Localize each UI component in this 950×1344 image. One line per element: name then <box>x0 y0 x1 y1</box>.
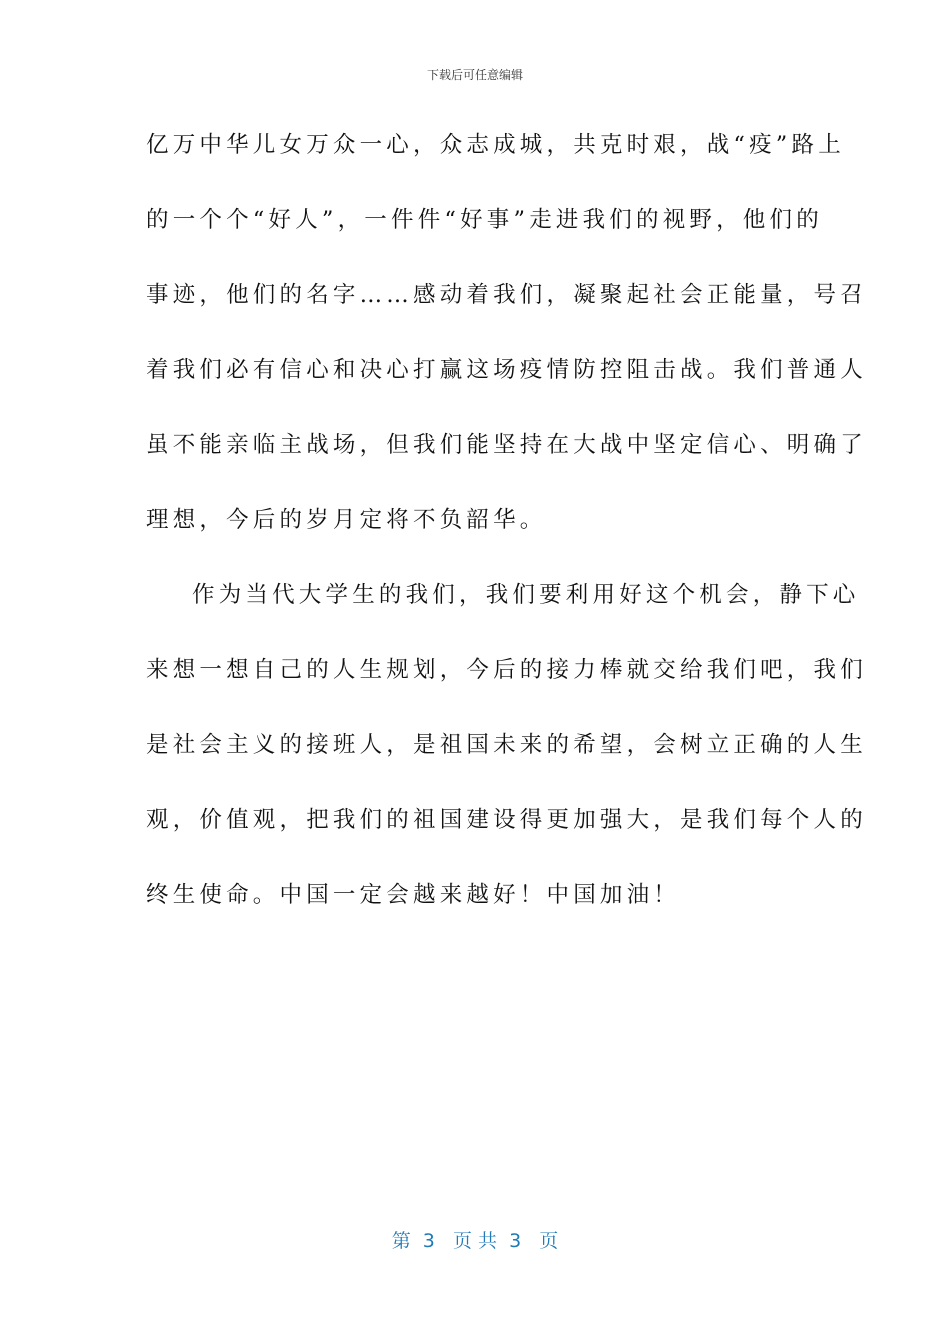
page-header: 下载后可任意编辑 <box>426 68 523 82</box>
document-body <box>146 128 867 953</box>
text-line: 理想，今后的岁月定将不负韶华。 <box>146 507 547 533</box>
text-line: 亿万中华儿女万众一心，众志成城，共克时艰，战“疫”路上 <box>146 132 845 158</box>
text-line: 终生使命。中国一定会越来越好！中国加油！ <box>146 882 681 908</box>
text-line: 来想一想自己的人生规划，今后的接力棒就交给我们吧，我们 <box>146 657 867 683</box>
text-line: 的一个个“好人”，一件件“好事”走进我们的视野，他们的 <box>146 207 823 233</box>
text-line: 着我们必有信心和决心打赢这场疫情防控阻击战。我们普通人 <box>146 357 867 383</box>
text-line: 虽不能亲临主战场，但我们能坚持在大战中坚定信心、明确了 <box>146 432 867 458</box>
text-line: 观，价值观，把我们的祖国建设得更加强大，是我们每个人的 <box>146 807 867 833</box>
text-line: 是社会主义的接班人，是祖国未来的希望，会树立正确的人生 <box>146 732 867 758</box>
text-line: 事迹，他们的名字……感动着我们，凝聚起社会正能量，号召 <box>146 282 867 308</box>
text-line: 作为当代大学生的我们，我们要利用好这个机会，静下心 <box>192 582 860 608</box>
page-number-footer: 第 3 页 共 3 页 <box>391 1230 559 1252</box>
